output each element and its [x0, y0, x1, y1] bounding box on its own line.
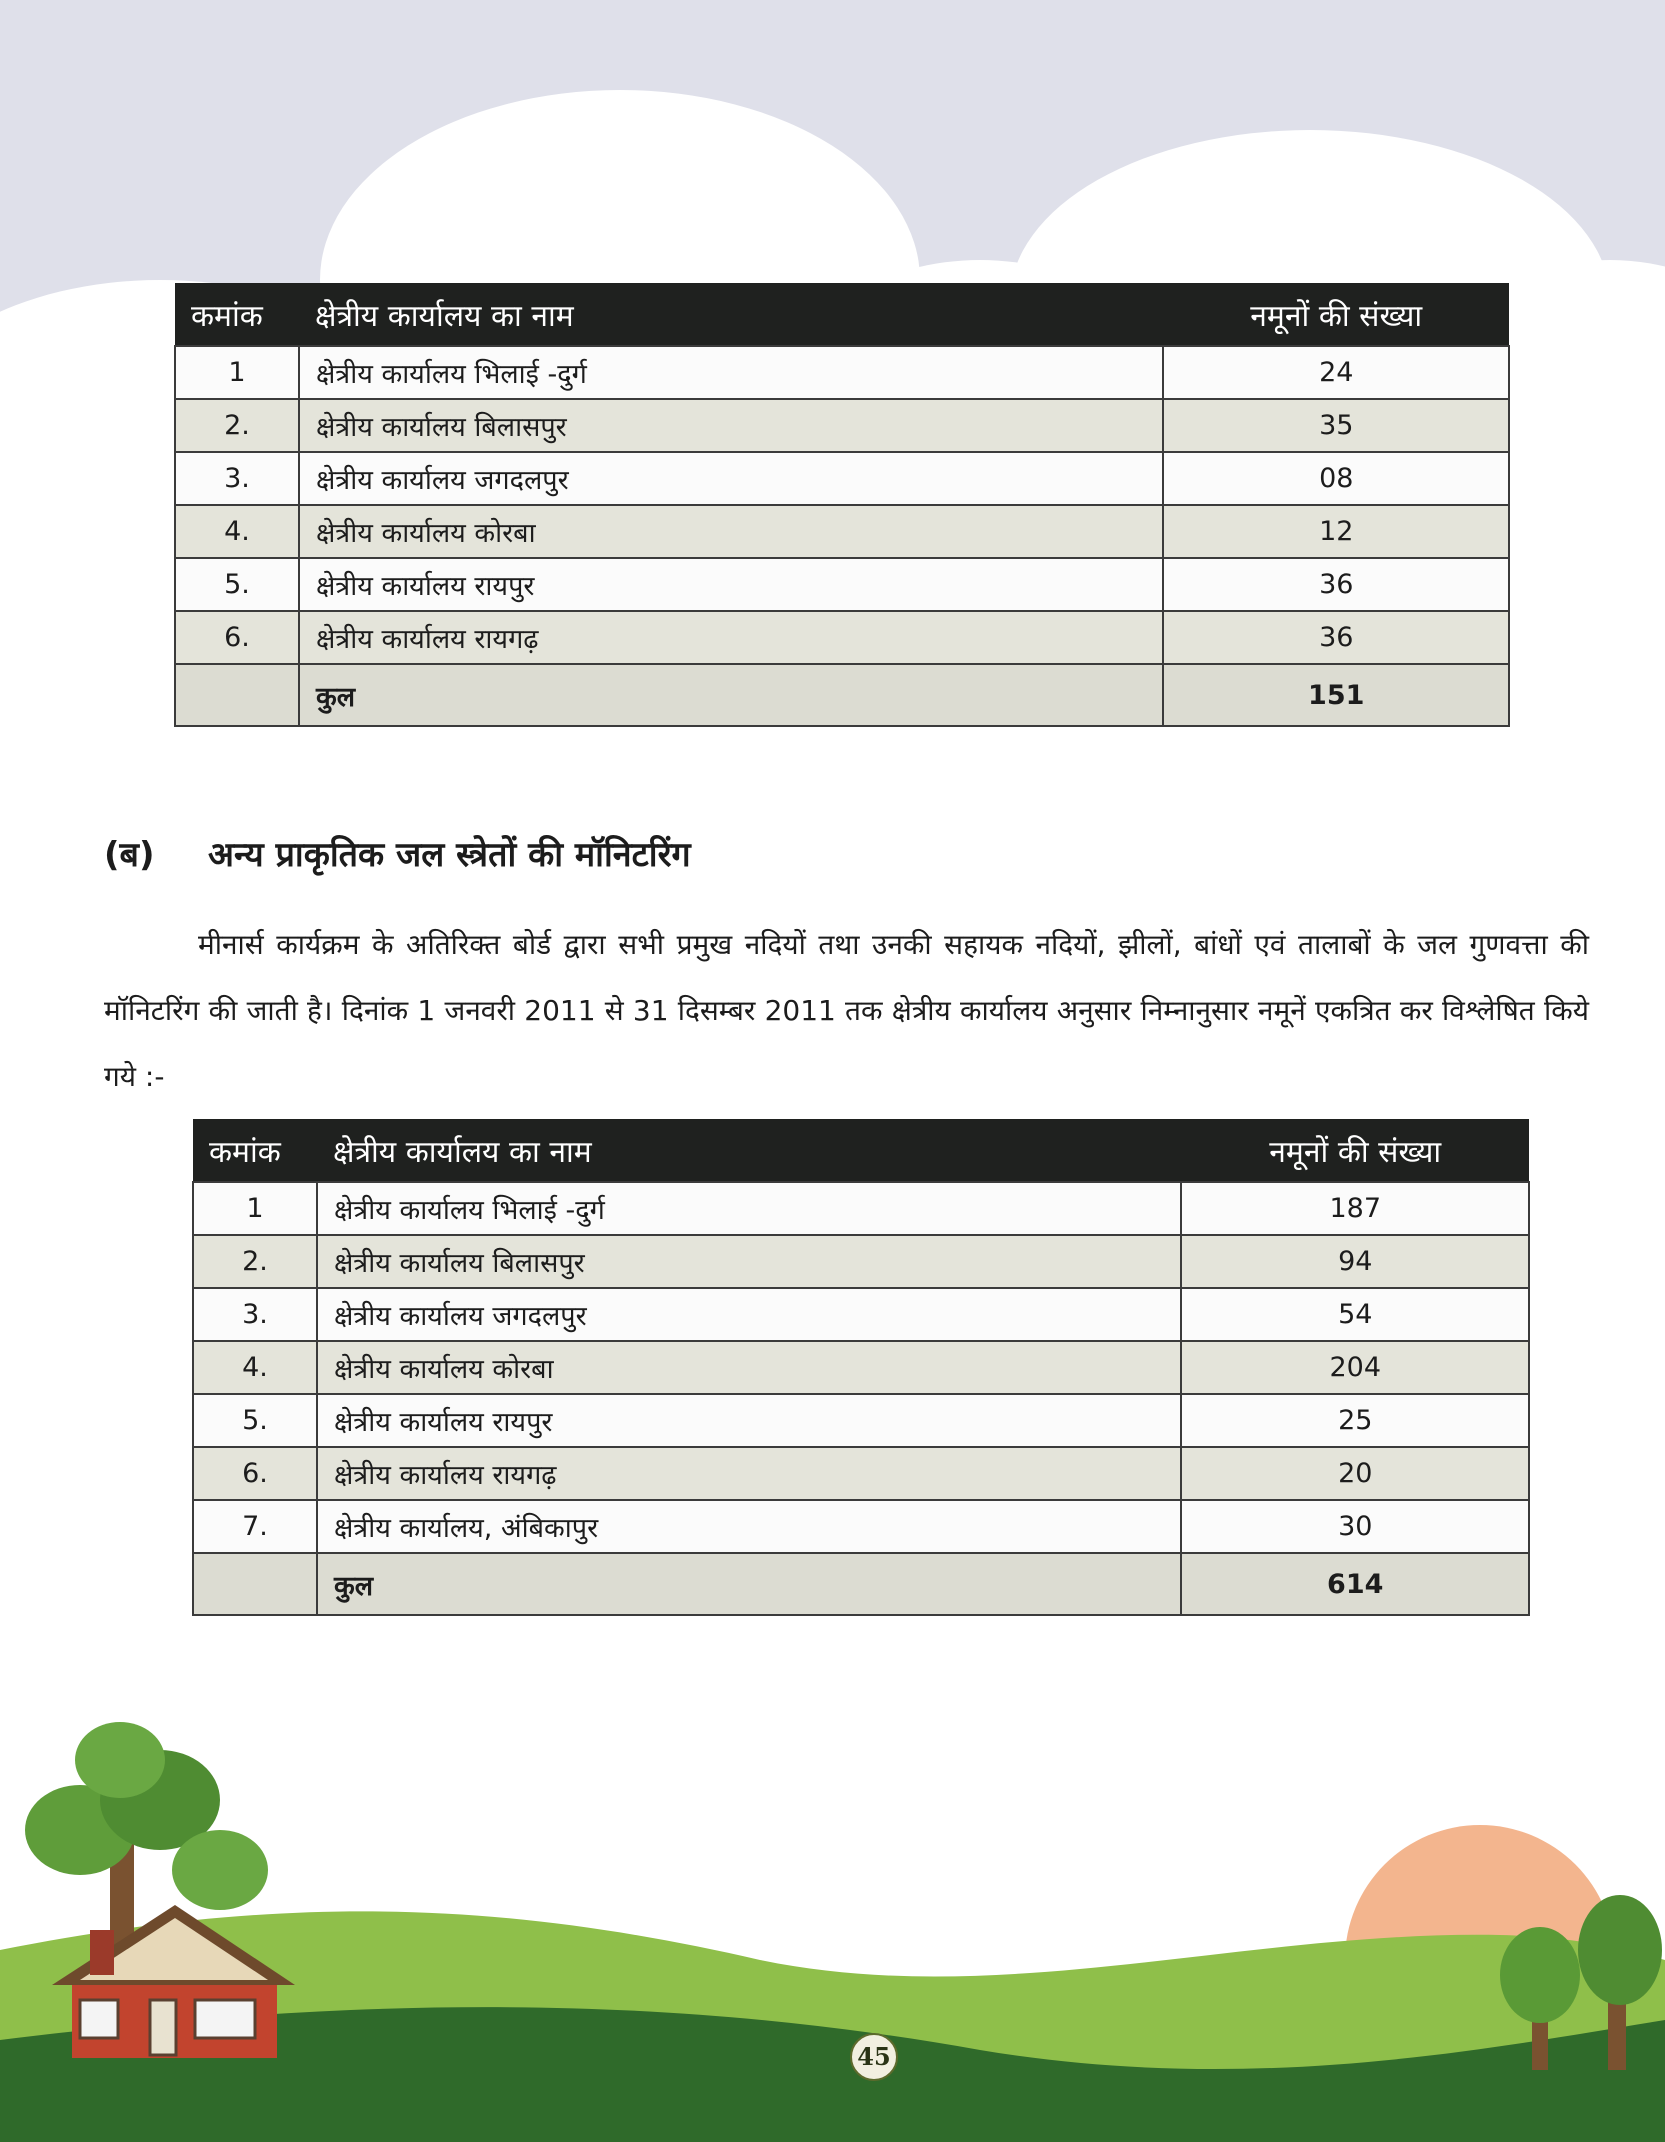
row-sample-count: 24 [1163, 346, 1509, 399]
row-serial: 1 [175, 346, 299, 399]
header-office-name: क्षेत्रीय कार्यालय का नाम [317, 1119, 1182, 1182]
table-row [175, 505, 1509, 558]
row-sample-count: 12 [1163, 505, 1509, 558]
section-paragraph: मीनार्स कार्यक्रम के अतिरिक्त बोर्ड द्वारा सभी प्रमुख नदियों तथा उनकी सहायक नदियों, झीलों, बांधों एवं तालाबों के जल गुणवत्ता की मॉनिटरिंग की जाती है। दिनांक 1 जनवरी 2011 से 31 दिसम्बर 2011 तक क्षेत्रीय कार्यालय अनुसार निम्नानुसार नमूनें एकत्रित कर विश्लेषित किये गये :- [104, 928, 1589, 1093]
page-number: 45 [850, 2033, 898, 2081]
row-serial: 1 [193, 1182, 317, 1235]
row-office-name: क्षेत्रीय कार्यालय बिलासपुर [299, 399, 1164, 452]
header-sample-count: नमूनों की संख्या [1181, 1119, 1529, 1182]
row-office-name: क्षेत्रीय कार्यालय बिलासपुर [317, 1235, 1182, 1288]
table-row [193, 1182, 1529, 1235]
row-serial: 5. [175, 558, 299, 611]
table-row [175, 558, 1509, 611]
row-sample-count: 08 [1163, 452, 1509, 505]
total-serial-empty [193, 1553, 317, 1615]
table-total-row [175, 664, 1509, 726]
row-serial: 2. [193, 1235, 317, 1288]
row-sample-count: 54 [1181, 1288, 1529, 1341]
row-serial: 2. [175, 399, 299, 452]
row-sample-count: 36 [1163, 611, 1509, 664]
row-office-name: क्षेत्रीय कार्यालय कोरबा [299, 505, 1164, 558]
total-count: 151 [1163, 664, 1509, 726]
total-serial-empty [175, 664, 299, 726]
table-total-row [193, 1553, 1529, 1615]
row-serial: 3. [193, 1288, 317, 1341]
row-office-name: क्षेत्रीय कार्यालय कोरबा [317, 1341, 1182, 1394]
table-primary-samples [174, 283, 1510, 727]
total-label: कुल [317, 1553, 1182, 1615]
table-header-row [193, 1119, 1529, 1182]
total-label: कुल [299, 664, 1164, 726]
table-row [175, 346, 1509, 399]
table-row [175, 452, 1509, 505]
table-row [193, 1500, 1529, 1553]
table-row [193, 1235, 1529, 1288]
row-sample-count: 35 [1163, 399, 1509, 452]
row-sample-count: 187 [1181, 1182, 1529, 1235]
row-serial: 6. [193, 1447, 317, 1500]
row-office-name: क्षेत्रीय कार्यालय भिलाई -दुर्ग [299, 346, 1164, 399]
row-office-name: क्षेत्रीय कार्यालय, अंबिकापुर [317, 1500, 1182, 1553]
table-row [193, 1447, 1529, 1500]
row-office-name: क्षेत्रीय कार्यालय रायपुर [299, 558, 1164, 611]
row-office-name: क्षेत्रीय कार्यालय रायपुर [317, 1394, 1182, 1447]
row-sample-count: 30 [1181, 1500, 1529, 1553]
table-row [193, 1341, 1529, 1394]
row-office-name: क्षेत्रीय कार्यालय जगदलपुर [317, 1288, 1182, 1341]
header-serial: कमांक [193, 1119, 317, 1182]
row-sample-count: 25 [1181, 1394, 1529, 1447]
row-sample-count: 94 [1181, 1235, 1529, 1288]
row-sample-count: 20 [1181, 1447, 1529, 1500]
table-row [175, 399, 1509, 452]
row-office-name: क्षेत्रीय कार्यालय रायगढ़ [299, 611, 1164, 664]
row-serial: 4. [193, 1341, 317, 1394]
table-other-water-sources [192, 1119, 1530, 1616]
table-row [193, 1288, 1529, 1341]
row-sample-count: 204 [1181, 1341, 1529, 1394]
row-office-name: क्षेत्रीय कार्यालय जगदलपुर [299, 452, 1164, 505]
row-serial: 5. [193, 1394, 317, 1447]
row-sample-count: 36 [1163, 558, 1509, 611]
row-office-name: क्षेत्रीय कार्यालय भिलाई -दुर्ग [317, 1182, 1182, 1235]
row-serial: 3. [175, 452, 299, 505]
section-label: (ब) [104, 835, 155, 875]
table-row [175, 611, 1509, 664]
section-heading [104, 830, 691, 876]
row-serial: 7. [193, 1500, 317, 1553]
header-serial: कमांक [175, 283, 299, 346]
row-office-name: क्षेत्रीय कार्यालय रायगढ़ [317, 1447, 1182, 1500]
row-serial: 4. [175, 505, 299, 558]
section-title: अन्य प्राकृतिक जल स्त्रेतों की मॉनिटरिंग [208, 835, 691, 875]
table-header-row [175, 283, 1509, 346]
header-office-name: क्षेत्रीय कार्यालय का नाम [299, 283, 1164, 346]
header-sample-count: नमूनों की संख्या [1163, 283, 1509, 346]
row-serial: 6. [175, 611, 299, 664]
table-row [193, 1394, 1529, 1447]
total-count: 614 [1181, 1553, 1529, 1615]
